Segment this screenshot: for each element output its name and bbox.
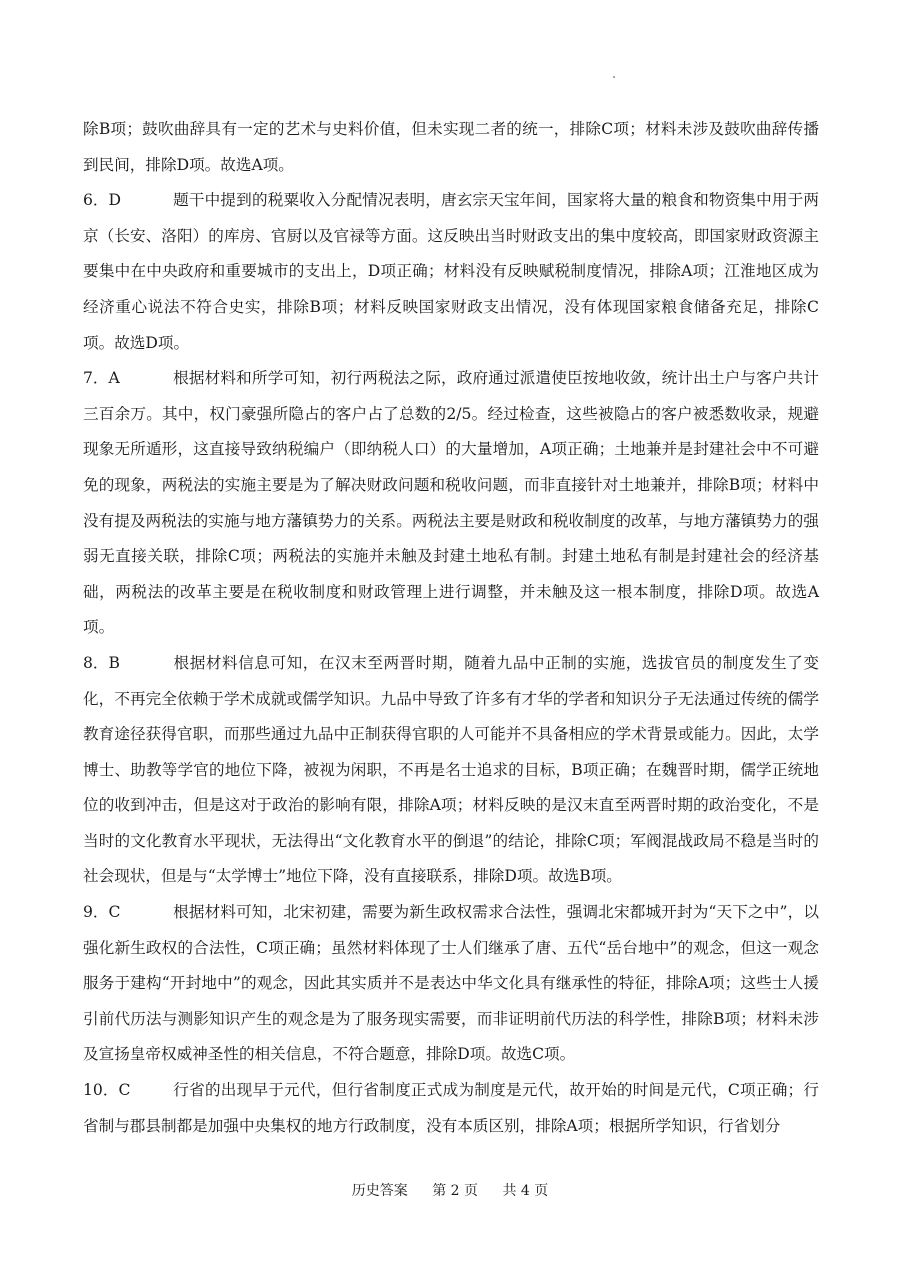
question-label — [83, 183, 173, 219]
question-number: 7． — [83, 369, 109, 388]
question-answer: C — [108, 903, 121, 922]
question-number: 10． — [83, 1081, 119, 1100]
paragraph-text: 根据材料和所学可知，初行两税法之际，政府通过派遣使臣按地收敛，统计出土户与客户共计三百余万。其中，权门豪强所隐占的客户占了总数的2/5。经过检查，这些被隐占的客户被悉数收录，规避现象无所遁形，这直接导致纳税编户（即纳税人口）的大量增加，A项正确；土地兼并是封建社会中不可避免的现象，两税法的实施主要是为了解决财政问题和税收问题，而非直接针对土地兼并，排除B项；材料中没有提及两税法的实施与地方藩镇势力的关系。两税法主要是财政和税收制度的改革，与地方藩镇势力的强弱无直接关联，排除C项；两税法的实施并未触及封建土地私有制。封建土地私有制是封建社会的经济基础，两税法的改革主要是在税收制度和财政管理上进行调整，并未触及这一根本制度，排除D项。故选A项。 — [83, 369, 819, 637]
answer-content — [83, 112, 819, 1144]
answer-item-9 — [83, 895, 819, 1073]
answer-item-10 — [83, 1073, 819, 1144]
page-footer — [0, 1180, 900, 1200]
footer-page-number: 第 2 页 — [432, 1183, 478, 1199]
footer-total-pages: 共 4 页 — [502, 1183, 549, 1199]
scan-dot — [613, 76, 615, 78]
question-answer: D — [108, 191, 122, 210]
footer-subject: 历史答案 — [351, 1183, 408, 1199]
paragraph-text: 根据材料信息可知，在汉末至两晋时期，随着九品中正制的实施，选拔官员的制度发生了变化，不再完全依赖于学术成就或儒学知识。九品中导致了许多有才华的学者和知识分子无法通过传统的儒学教育途径获得官职，而那些通过九品中正制获得官职的人可能并不具备相应的学术背景或能力。因此，太学博士、助教等学官的地位下降，被视为闲职，不再是名士追求的目标，B项正确；在魏晋时期，儒学正统地位的收到冲击，但是这对于政治的影响有限，排除A项；材料反映的是汉末直至两晋时期的政治变化，不是当时的文化教育水平现状，无法得出“文化教育水平的倒退”的结论，排除C项；军阀混战政局不稳是当时的社会现状，但是与“太学博士”地位下降，没有直接联系，排除D项。故选B项。 — [83, 653, 819, 886]
question-answer: C — [118, 1081, 131, 1100]
question-label — [83, 895, 173, 931]
paragraph-text: 题干中提到的税粟收入分配情况表明，唐玄宗天宝年间，国家将大量的粮食和物资集中用于两京（长安、洛阳）的库房、官厨以及官禄等方面。这反映出当时财政支出的集中度较高，即国家财政资源主要集中在中央政府和重要城市的支出上，D项正确；材料没有反映赋税制度情况，排除A项；江淮地区成为经济重心说法不符合史实，排除B项；材料反映国家财政支出情况，没有体现国家粮食储备充足，排除C项。故选D项。 — [83, 191, 819, 352]
question-number: 6． — [83, 191, 109, 210]
answer-item-8 — [83, 646, 819, 895]
answer-item-6 — [83, 183, 819, 361]
question-answer: B — [108, 653, 120, 672]
paragraph-text: 根据材料可知，北宋初建，需要为新生政权需求合法性，强调北宋都城开封为“天下之中”，以强化新生政权的合法性，C项正确；虽然材料体现了士人们继承了唐、五代“岳台地中”的观念，但这一观念服务于建构“开封地中”的观念，因此其实质并不是表达中华文化具有继承性的特征，排除A项；这些士人援引前代历法与测影知识产生的观念是为了服务现实需要，而非证明前代历法的科学性，排除B项；材料未涉及宣扬皇帝权威神圣性的相关信息，不符合题意，排除D项。故选C项。 — [83, 903, 819, 1064]
question-number: 9． — [83, 903, 109, 922]
paragraph-continuation — [83, 112, 819, 183]
answer-item-7 — [83, 361, 819, 646]
paragraph-text: 行省的出现早于元代，但行省制度正式成为制度是元代，故开始的时间是元代，C项正确；行省制与郡县制都是加强中央集权的地方行政制度，没有本质区别，排除A项；根据所学知识，行省划分 — [83, 1081, 819, 1135]
question-label — [83, 1073, 173, 1109]
question-answer: A — [108, 369, 120, 388]
question-label — [83, 361, 173, 397]
question-number: 8． — [83, 653, 109, 672]
paragraph-text: 除B项；鼓吹曲辞具有一定的艺术与史料价值，但未实现二者的统一，排除C项；材料未涉及鼓吹曲辞传播到民间，排除D项。故选A项。 — [83, 120, 819, 174]
question-label — [83, 646, 173, 682]
